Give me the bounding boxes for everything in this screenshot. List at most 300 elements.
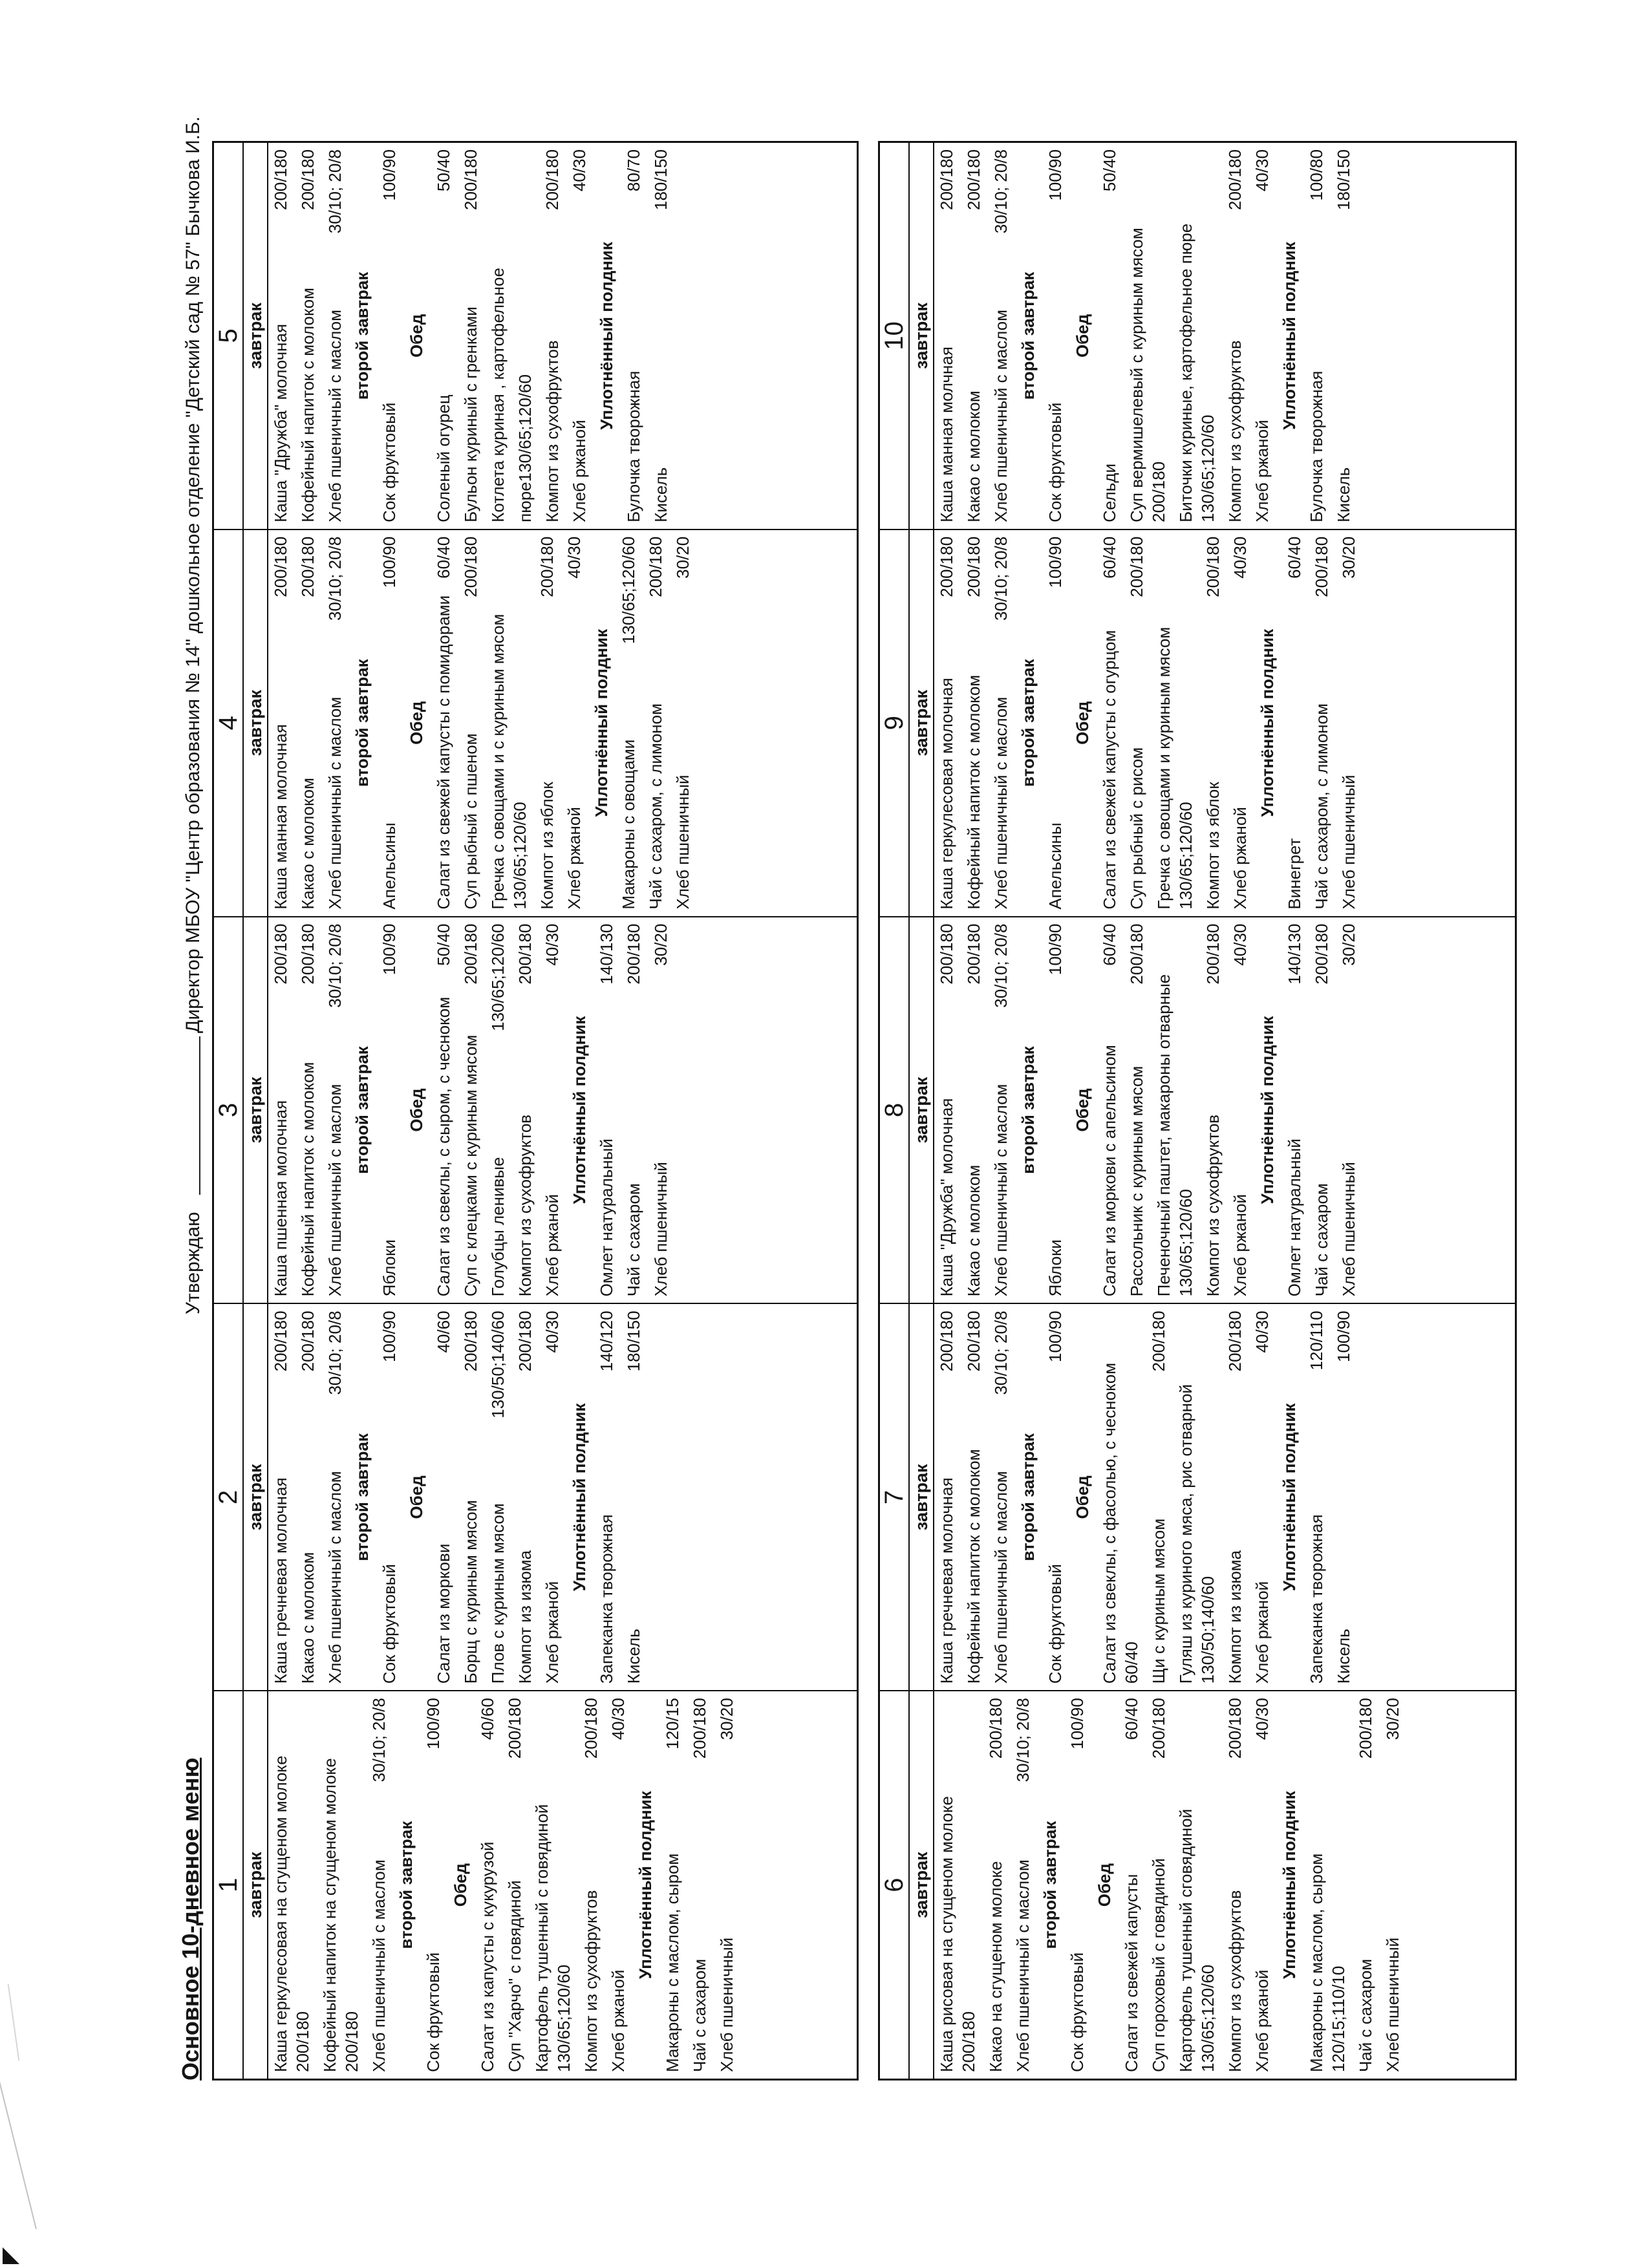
- dish-name: Соленый огурец: [434, 394, 453, 522]
- dish-portion: 200/180: [1225, 149, 1245, 210]
- dish-portion: 100/90: [380, 536, 399, 588]
- dish-name: Макароны с маслом, сыром: [663, 1853, 682, 2072]
- dish-row: [646, 537, 665, 910]
- dish-name: Яблоки: [380, 1239, 399, 1297]
- dish-name: Кисель: [624, 1629, 643, 1684]
- dish-name: Кофейный напиток на сгущеном молоке: [320, 1758, 339, 2072]
- dish-name: Рассольник с куриным мясом: [1127, 1065, 1146, 1297]
- dish-name: 130/65;120/60: [1176, 1189, 1195, 1297]
- dish-row: [461, 537, 480, 910]
- dish-name: 200/180: [293, 2011, 312, 2072]
- dish-row: [1225, 1311, 1245, 1684]
- dish-row: [515, 924, 535, 1297]
- meal-subheading: Уплотнённый полдник: [597, 242, 616, 430]
- dish-row: [1225, 1698, 1245, 2072]
- dish-name: Щи с куриным мясом: [1149, 1518, 1168, 1684]
- dish-portion: 200/180: [1312, 923, 1331, 985]
- meal-heading: завтрак: [910, 530, 934, 916]
- dish-portion: 100/90: [380, 149, 399, 201]
- dish-portion: 140/130: [597, 923, 616, 985]
- dish-row: [1203, 924, 1223, 1297]
- dish-row: [515, 1311, 535, 1684]
- dish-name: Запеканка творожная: [597, 1514, 616, 1684]
- dish-row: [1154, 537, 1173, 910]
- dish-name: Апельсины: [1045, 822, 1065, 910]
- dish-name: Кисель: [1334, 1629, 1353, 1684]
- dish-portion: 50/40: [1100, 149, 1119, 192]
- dish-row: [1230, 924, 1250, 1297]
- dish-portion: 180/150: [1334, 149, 1353, 210]
- scan-scratch: [0, 2060, 37, 2229]
- dish-portion: 200/180: [1225, 1698, 1245, 1759]
- dish-name: Салат из моркови с апельсином: [1100, 1045, 1119, 1297]
- dish-row: [1285, 924, 1304, 1297]
- dish-name: Кофейный напиток с молоком: [964, 1449, 983, 1684]
- dish-name: Чай с сахаром: [1356, 1958, 1375, 2072]
- dish-name: Салат из свежей капусты с огурцом: [1100, 630, 1119, 910]
- dish-name: Каша манная молочная: [271, 724, 290, 910]
- dish-row: [1339, 924, 1358, 1297]
- dish-portion: 40/60: [478, 1698, 497, 1740]
- dish-row: [1307, 149, 1326, 522]
- dish-name: Хлеб ржаной: [564, 807, 584, 910]
- dish-name: Хлеб пшеничный с маслом: [991, 696, 1011, 910]
- dish-portion: 200/180: [298, 1311, 317, 1372]
- dish-row: [298, 924, 317, 1297]
- dish-row: [542, 149, 562, 522]
- meal-subheading: второй завтрак: [1018, 272, 1038, 400]
- corner-mark: [3, 2247, 19, 2264]
- dish-row: [542, 1311, 562, 1684]
- dish-name: Хлеб ржаной: [570, 420, 589, 522]
- dish-name: Компот из сухофруктов: [1225, 340, 1245, 522]
- dish-row: [1100, 924, 1119, 1297]
- meal-subheading: Уплотнённый полдник: [1258, 1016, 1277, 1204]
- meal-subheading: Уплотнённый полдник: [1258, 628, 1277, 817]
- dish-portion: 100/90: [1045, 923, 1065, 976]
- dish-row: [510, 537, 530, 910]
- dish-name: Хлеб пшеничный с маслом: [369, 1859, 389, 2072]
- dish-portion: 30/10; 20/8: [325, 923, 345, 1008]
- dish-portion: 100/90: [1334, 1311, 1353, 1362]
- dish-row: [380, 537, 399, 910]
- meal-subheading: Уплотнённый полдник: [636, 1791, 655, 1979]
- dish-name: Какао с молоком: [964, 390, 983, 522]
- meal-subheading: Обед: [407, 1088, 426, 1132]
- dish-row: [937, 1311, 956, 1684]
- dish-portion: 100/90: [1045, 1311, 1065, 1362]
- day-number: 1: [214, 1691, 244, 2079]
- dish-row: [298, 537, 317, 910]
- dish-row: [554, 1698, 573, 2072]
- dish-name: Какао на сгущеном молоке: [986, 1861, 1005, 2072]
- dish-row: [271, 1311, 290, 1684]
- dish-name: Компот из яблок: [1203, 782, 1223, 910]
- day-number: 5: [214, 143, 244, 529]
- dish-name: Макароны с маслом, сыром: [1307, 1853, 1326, 2072]
- dish-name: Запеканка творожная: [1307, 1514, 1326, 1684]
- dish-row: [1045, 924, 1065, 1297]
- dish-row: [1013, 1698, 1033, 2072]
- dish-row: [991, 149, 1011, 522]
- meal-subheading: второй завтрак: [1018, 1046, 1038, 1174]
- dish-name: Компот из яблок: [537, 782, 557, 910]
- dish-name: Омлет натуральный: [1285, 1139, 1304, 1297]
- dish-row: [271, 149, 290, 522]
- dish-row: [1312, 924, 1331, 1297]
- dish-row: [380, 149, 399, 522]
- dish-name: 200/180: [1149, 461, 1168, 522]
- dish-portion: 200/180: [1312, 536, 1331, 597]
- dish-portion: 40/60: [434, 1311, 453, 1353]
- dish-row: [624, 924, 643, 1297]
- dish-name: Борщ с куриным мясом: [461, 1500, 480, 1684]
- dish-name: Компот из сухофруктов: [515, 1114, 535, 1297]
- meal-subheading: Обед: [1073, 701, 1092, 745]
- dish-portion: 30/10; 20/8: [369, 1698, 389, 1782]
- dish-row: [1127, 149, 1146, 522]
- dish-name: Какао с молоком: [298, 778, 317, 910]
- dish-portion: 200/180: [271, 536, 290, 597]
- dish-name: Сок фруктовый: [380, 402, 399, 522]
- dish-row: [1307, 1698, 1326, 2072]
- dish-name: Компот из сухофруктов: [581, 1890, 601, 2072]
- dish-name: Суп рыбный с рисом: [1127, 747, 1146, 910]
- dish-portion: 200/180: [1149, 1311, 1168, 1372]
- meal-subheading: Уплотнённый полдник: [570, 1403, 589, 1592]
- dish-portion: 100/90: [380, 923, 399, 976]
- meal-subheading: Обед: [1073, 314, 1092, 358]
- dish-list: [934, 1304, 1361, 1690]
- menu-table-days-6-10: [878, 141, 1517, 2081]
- dish-name: Хлеб ржаной: [1252, 1969, 1272, 2072]
- dish-portion: 180/150: [624, 1311, 643, 1372]
- dish-name: Макароны с овощами: [619, 739, 638, 910]
- dish-name: Винегрет: [1285, 838, 1304, 910]
- day-number: 9: [880, 530, 910, 916]
- dish-portion: 120/110: [1307, 1311, 1326, 1371]
- dish-row: [1176, 1698, 1195, 2072]
- dish-name: Сок фруктовый: [423, 1952, 443, 2072]
- dish-row: [937, 149, 956, 522]
- dish-name: Хлеб пшеничный: [673, 775, 692, 910]
- dish-name: Хлеб ржаной: [1230, 1193, 1250, 1297]
- dish-row: [1154, 924, 1173, 1297]
- dish-portion: 50/40: [434, 149, 453, 192]
- dish-name: Салат из свеклы, с сыром, с чесноком: [434, 996, 453, 1297]
- dish-portion: 40/30: [608, 1698, 628, 1740]
- dish-row: [1198, 1311, 1217, 1684]
- dish-name: Чай с сахаром: [690, 1958, 709, 2072]
- dish-name: Салат из свежей капусты: [1122, 1874, 1141, 2072]
- dish-name: Сок фруктовый: [1045, 1564, 1065, 1684]
- dish-portion: 200/180: [1127, 536, 1146, 597]
- dish-name: Хлеб пшеничный: [1339, 775, 1358, 910]
- dish-row: [537, 537, 557, 910]
- dish-name: Компот из изюма: [1225, 1550, 1245, 1684]
- dish-row: [597, 1311, 616, 1684]
- dish-name: Хлеб пшеничный с маслом: [325, 1084, 345, 1297]
- dish-row: [991, 537, 1011, 910]
- dish-row: [461, 149, 480, 522]
- dish-name: Хлеб ржаной: [542, 1581, 562, 1684]
- dish-portion: 60/40: [434, 536, 453, 579]
- dish-portion: 200/180: [964, 1311, 983, 1372]
- dish-name: Картофель тушенный сговядиной: [1176, 1808, 1195, 2072]
- dish-name: Суп рыбный с пшеном: [461, 733, 480, 910]
- dish-row: [1100, 537, 1119, 910]
- meal-subheading: Уплотнённый полдник: [1280, 1403, 1299, 1592]
- dish-row: [369, 1698, 389, 2072]
- dish-portion: 200/180: [505, 1698, 524, 1759]
- dish-name: Хлеб пшеничный с маслом: [1013, 1859, 1033, 2072]
- meal-subheading: второй завтрак: [396, 1821, 416, 1949]
- dish-row: [937, 537, 956, 910]
- dish-name: Печеночный паштет, макароны отварные: [1154, 974, 1173, 1297]
- dish-name: Компот из изюма: [515, 1550, 535, 1684]
- dish-name: Компот из сухофруктов: [1225, 1890, 1245, 2072]
- dish-row: [1225, 149, 1245, 522]
- dish-name: Чай с сахаром, с лимоном: [646, 703, 665, 910]
- dish-name: Компот из сухофруктов: [542, 340, 562, 522]
- meal-heading: завтрак: [244, 143, 268, 529]
- dish-row: [964, 149, 983, 522]
- dish-row: [717, 1698, 736, 2072]
- dish-portion: 140/130: [1285, 923, 1304, 985]
- dish-row: [964, 924, 983, 1297]
- dish-portion: 200/180: [1203, 536, 1223, 597]
- dish-portion: 60/40: [1122, 1698, 1141, 1740]
- dish-name: Салат из свежей капусты с помидорами: [434, 595, 453, 910]
- dish-name: пюре130/65;120/60: [515, 374, 535, 522]
- dish-portion: 130/50;140/60: [488, 1311, 508, 1418]
- dish-row: [1100, 149, 1119, 522]
- dish-portion: 200/180: [461, 536, 480, 597]
- dish-portion: 100/90: [380, 1311, 399, 1362]
- dish-portion: 200/180: [964, 923, 983, 985]
- dish-portion: 30/10; 20/8: [1013, 1698, 1033, 1782]
- dish-name: Каша "Дружба" молочная: [937, 1098, 956, 1297]
- dish-portion: 40/30: [1252, 149, 1272, 192]
- dish-row: [1198, 1698, 1217, 2072]
- dish-row: [1045, 1311, 1065, 1684]
- dish-list: [934, 530, 1366, 916]
- dish-portion: 40/30: [564, 536, 584, 579]
- dish-row: [1252, 149, 1272, 522]
- dish-name: Биточки куриные, картофельное пюре: [1176, 223, 1195, 522]
- dish-portion: 200/180: [964, 149, 983, 210]
- dish-row: [651, 149, 670, 522]
- dish-name: Каша гречневая молочная: [937, 1477, 956, 1684]
- dish-name: Омлет натуральный: [597, 1139, 616, 1297]
- day-number: 7: [880, 1304, 910, 1690]
- dish-row: [1252, 1698, 1272, 2072]
- dish-portion: 200/180: [461, 149, 480, 210]
- dish-portion: 40/30: [542, 923, 562, 966]
- dish-portion: 40/30: [542, 1311, 562, 1353]
- day-column-4: [214, 530, 857, 917]
- meal-heading: завтрак: [910, 917, 934, 1303]
- dish-row: [624, 149, 643, 522]
- director-line: Директор МБОУ "Центр образования № 14" дошкольное отделение "Детский сад № 57" Бычкова И.Б.: [182, 116, 204, 1033]
- day-column-1: [214, 1691, 857, 2079]
- dish-portion: 130/65;120/60: [488, 923, 508, 1031]
- dish-portion: 200/180: [1203, 923, 1223, 985]
- dish-portion: 100/90: [423, 1698, 443, 1749]
- dish-row: [488, 149, 508, 522]
- dish-row: [271, 537, 290, 910]
- meal-subheading: второй завтрак: [352, 1433, 372, 1561]
- dish-row: [434, 537, 453, 910]
- day-number: 6: [880, 1691, 910, 2079]
- dish-portion: 40/30: [1230, 923, 1250, 966]
- dish-name: Чай с сахаром, с лимоном: [1312, 703, 1331, 910]
- dish-name: Каша "Дружба" молочная: [271, 323, 290, 522]
- dish-name: Каша пшенная молочная: [271, 1100, 290, 1297]
- dish-name: Хлеб пшеничный: [717, 1937, 736, 2072]
- dish-row: [488, 924, 508, 1297]
- dish-row: [320, 1698, 339, 2072]
- dish-portion: 120/15: [663, 1698, 682, 1749]
- dish-name: Хлеб пшеничный: [1383, 1937, 1402, 2072]
- dish-portion: 200/180: [937, 1311, 956, 1372]
- dish-row: [1149, 149, 1168, 522]
- dish-row: [380, 924, 399, 1297]
- dish-list: [268, 530, 700, 916]
- dish-portion: 30/10; 20/8: [991, 1311, 1011, 1395]
- signature-line: [199, 1036, 200, 1195]
- dish-row: [478, 1698, 497, 2072]
- dish-row: [1334, 149, 1353, 522]
- dish-portion: 200/180: [461, 1311, 480, 1372]
- dish-list: [268, 143, 678, 529]
- meal-subheading: второй завтрак: [352, 659, 372, 787]
- dish-portion: 30/20: [1339, 923, 1358, 966]
- menu-table-days-1-5: [212, 141, 859, 2081]
- approval-label: Утверждаю: [182, 1212, 204, 1314]
- dish-portion: 200/180: [461, 923, 480, 985]
- dish-row: [1285, 537, 1304, 910]
- meal-subheading: Обед: [407, 314, 426, 358]
- dish-name: Сок фруктовый: [1067, 1952, 1087, 2072]
- dish-portion: 30/10; 20/8: [991, 536, 1011, 621]
- dish-name: Кисель: [1334, 467, 1353, 522]
- dish-row: [325, 537, 345, 910]
- day-number: 10: [880, 143, 910, 529]
- meal-subheading: Обед: [1095, 1863, 1114, 1907]
- dish-name: Хлеб ржаной: [608, 1969, 628, 2072]
- dish-name: Плов с куриным мясом: [488, 1503, 508, 1684]
- dish-row: [1045, 537, 1065, 910]
- dish-name: Яблоки: [1045, 1239, 1065, 1297]
- dish-name: 200/180: [959, 2011, 978, 2072]
- dish-name: 130/65;120/60: [510, 802, 530, 910]
- dish-row: [1176, 924, 1195, 1297]
- dish-row: [434, 924, 453, 1297]
- meal-subheading: второй завтрак: [1040, 1821, 1060, 1949]
- dish-name: Какао с молоком: [964, 1164, 983, 1297]
- dish-row: [293, 1698, 312, 2072]
- dish-portion: 40/30: [1230, 536, 1250, 579]
- dish-name: Каша рисовая на сгущеном молоке: [937, 1796, 956, 2072]
- day-number: 4: [214, 530, 244, 916]
- day-column-9: [880, 530, 1515, 917]
- dish-row: [1230, 537, 1250, 910]
- dish-portion: 100/90: [1067, 1698, 1087, 1749]
- dish-row: [1383, 1698, 1402, 2072]
- dish-portion: 200/180: [937, 536, 956, 597]
- dish-name: Каша манная молчная: [937, 347, 956, 522]
- dish-portion: 200/180: [515, 1311, 535, 1372]
- dish-portion: 200/180: [298, 536, 317, 597]
- meal-subheading: второй завтрак: [1018, 1433, 1038, 1561]
- dish-name: Хлеб пшеничный с маслом: [991, 310, 1011, 522]
- dish-name: Чай с сахаром: [624, 1183, 643, 1297]
- dish-name: Булочка творожная: [624, 370, 643, 522]
- dish-portion: 30/20: [1383, 1698, 1402, 1740]
- day-column-10: [880, 143, 1515, 530]
- dish-name: Хлеб пшеничный с маслом: [991, 1084, 1011, 1297]
- dish-portion: 40/30: [1252, 1311, 1272, 1353]
- dish-row: [663, 1698, 682, 2072]
- dish-portion: 60/40: [1285, 536, 1304, 579]
- dish-portion: 200/180: [298, 923, 317, 985]
- dish-portion: 60/40: [1100, 536, 1119, 579]
- dish-portion: 30/10; 20/8: [325, 536, 345, 621]
- dish-row: [581, 1698, 601, 2072]
- dish-list: [268, 917, 678, 1303]
- dish-name: Хлеб ржаной: [1230, 807, 1250, 910]
- dish-name: Компот из сухофруктов: [1203, 1114, 1223, 1297]
- dish-portion: 40/30: [1252, 1698, 1272, 1740]
- dish-portion: 200/180: [624, 923, 643, 985]
- dish-name: Хлеб ржаной: [1252, 1581, 1272, 1684]
- dish-row: [1203, 537, 1223, 910]
- dish-list: [268, 1304, 651, 1690]
- dish-portion: 200/180: [298, 149, 317, 210]
- dish-row: [1176, 1311, 1195, 1684]
- dish-name: Хлеб пшеничный с маслом: [325, 696, 345, 910]
- dish-portion: 80/70: [624, 149, 643, 192]
- dish-name: 130/50;140/60: [1198, 1576, 1217, 1684]
- dish-portion: 30/20: [673, 536, 692, 579]
- meal-subheading: Обед: [407, 1475, 426, 1519]
- meal-subheading: Уплотнённый полдник: [1280, 242, 1299, 430]
- dish-row: [298, 1311, 317, 1684]
- dish-portion: 200/180: [986, 1698, 1005, 1759]
- dish-portion: 180/150: [651, 149, 670, 210]
- dish-row: [298, 149, 317, 522]
- dish-portion: 30/10; 20/8: [991, 923, 1011, 1008]
- dish-row: [1122, 1698, 1141, 2072]
- dish-row: [1149, 1311, 1168, 1684]
- dish-row: [380, 1311, 399, 1684]
- dish-row: [488, 537, 508, 910]
- dish-portion: 200/180: [515, 923, 535, 985]
- dish-row: [1339, 537, 1358, 910]
- dish-name: Хлеб ржаной: [542, 1193, 562, 1297]
- meal-subheading: Уплотнённый полдник: [592, 628, 611, 817]
- dish-name: Каша гречневая молочная: [271, 1477, 290, 1684]
- dish-row: [570, 149, 589, 522]
- dish-name: Чай с сахаром: [1312, 1183, 1331, 1297]
- meal-subheading: Уплотнённый полдник: [1280, 1791, 1299, 1979]
- dish-portion: 100/90: [1045, 536, 1065, 588]
- dish-row: [488, 1311, 508, 1684]
- meal-heading: завтрак: [910, 143, 934, 529]
- dish-row: [1127, 537, 1146, 910]
- dish-row: [1198, 149, 1217, 522]
